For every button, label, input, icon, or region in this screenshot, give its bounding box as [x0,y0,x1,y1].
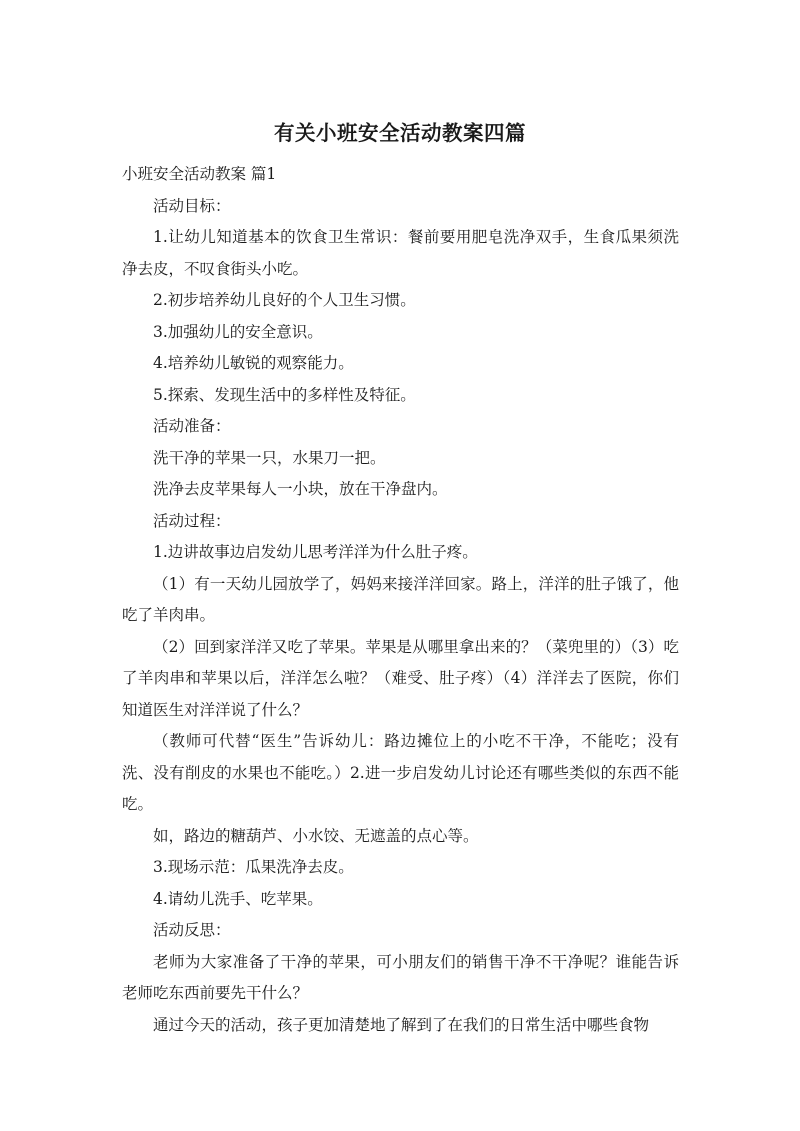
paragraph: 活动反思： [153,921,231,939]
paragraph: 5.探索、发现生活中的多样性及特征。 [153,385,416,404]
paragraph: 4.请幼儿洗手、吃苹果。 [153,889,323,908]
paragraph: 2.初步培养幼儿良好的个人卫生习惯。 [153,291,416,309]
paragraph: （1）有一天幼儿园放学了，妈妈来接洋洋回家。路上，洋洋的肚子饿了，他吃了羊肉串。 [122,574,679,624]
paragraph: 1.边讲故事边启发幼儿思考洋洋为什么肚子疼。 [153,543,478,561]
paragraph: （教师可代替“医生”告诉幼儿：路边摊位上的小吃不干净，不能吃；没有洗、没有削皮的水果也不能吃。）2.进一步启发幼儿讨论还有哪些类似的东西不能吃。 [122,732,679,813]
paragraph: 如，路边的糖葫芦、小水饺、无遮盖的点心等。 [153,826,479,845]
paragraph: 老师为大家准备了干净的苹果，可小朋友们的销售干净不干净呢？谁能告诉老师吃东西前要先干什么？ [122,952,679,1002]
paragraph: 洗干净的苹果一只，水果刀一把。 [153,448,386,467]
paragraph: 活动过程： [153,511,231,530]
document-body [122,159,679,1041]
document-title: 有关小班安全活动教案四篇 [274,121,526,145]
paragraph: 活动准备： [153,417,231,435]
paragraph: 3.加强幼儿的安全意识。 [153,322,323,341]
paragraph: 1.让幼儿知道基本的饮食卫生常识：餐前要用肥皂洗净双手，生食瓜果须洗净去皮，不叹食街头小吃。 [122,228,679,278]
paragraph: 3.现场示范：瓜果洗净去皮。 [153,858,354,876]
paragraph: 4.培养幼儿敏锐的观察能力。 [153,354,354,372]
paragraph: 活动目标： [153,196,231,215]
section-heading: 小班安全活动教案 篇1 [122,165,277,183]
paragraph: （2）回到家洋洋又吃了苹果。苹果是从哪里拿出来的？（菜兜里的）（3）吃了羊肉串和苹果以后，洋洋怎么啦？（难受、肚子疼）（4）洋洋去了医院，你们知道医生对洋洋说了什么？ [122,637,679,719]
paragraph: 洗净去皮苹果每人一小块，放在干净盘内。 [153,480,448,498]
paragraph: 通过今天的活动，孩子更加清楚地了解到了在我们的日常生活中哪些食物 [153,1015,650,1034]
